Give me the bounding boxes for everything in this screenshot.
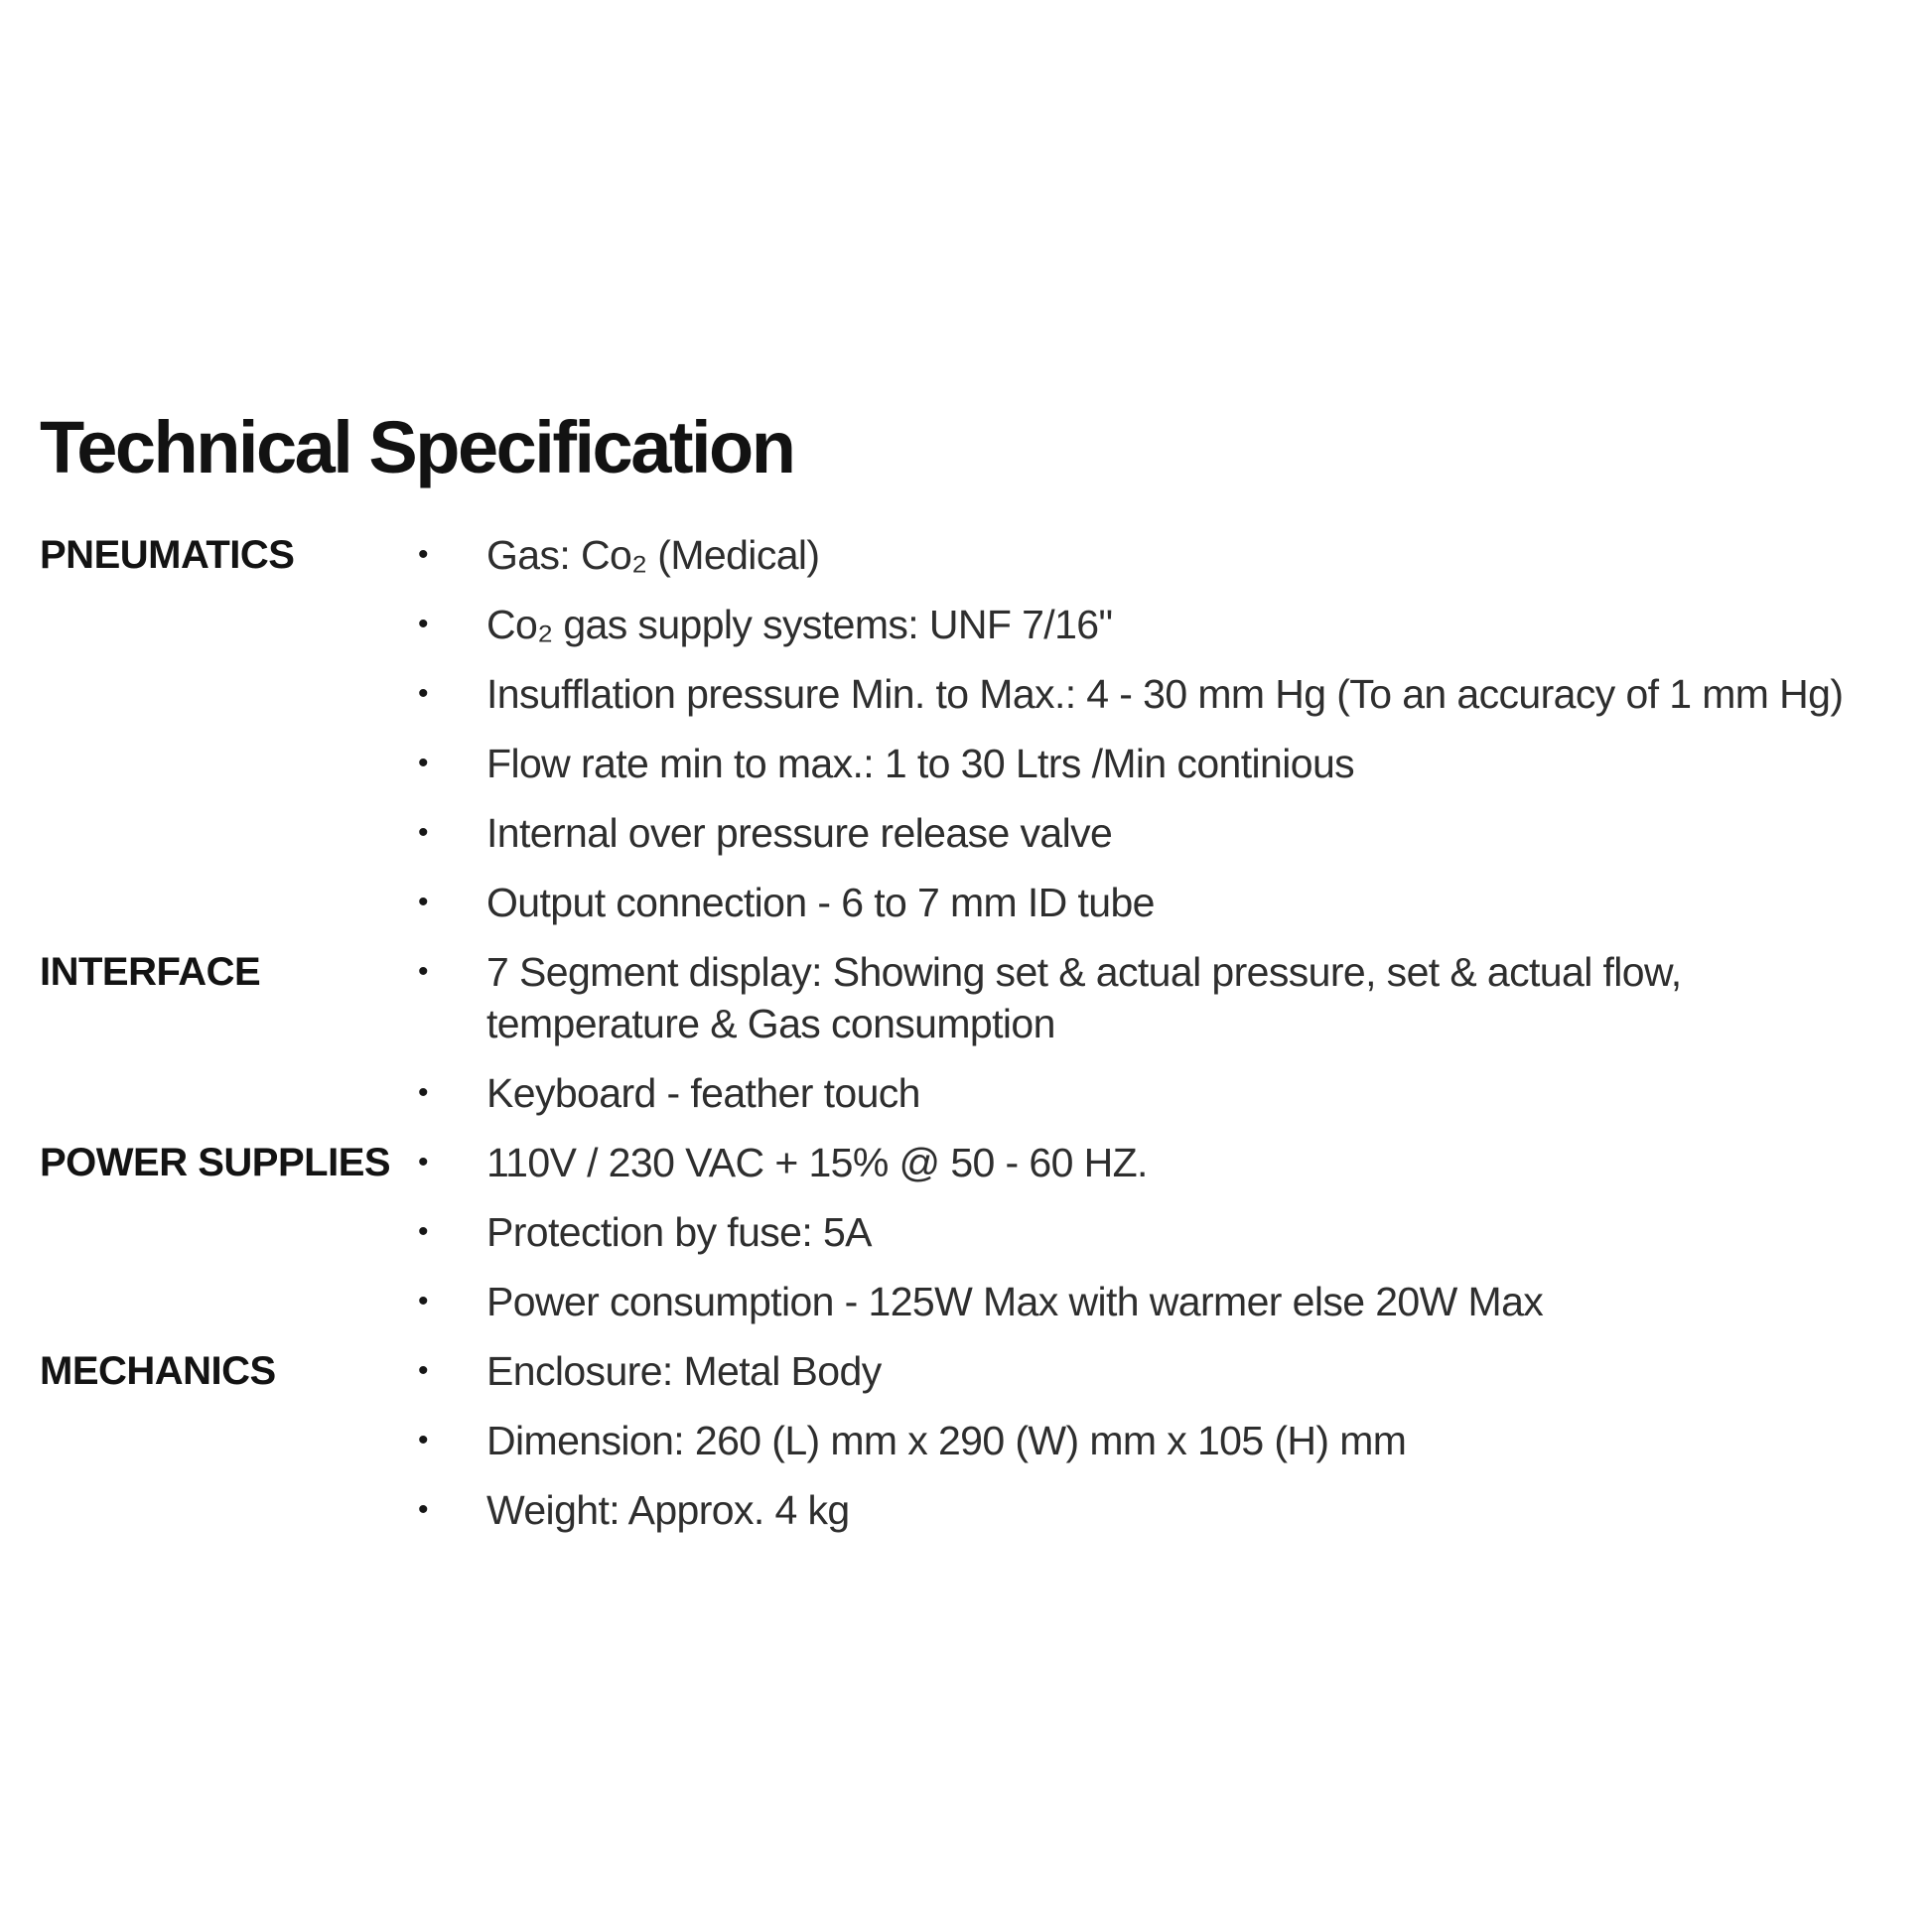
bullet-icon: • [418,608,428,640]
item-text: Output connection - 6 to 7 mm ID tube [486,880,1155,925]
bullet-icon: • [418,538,428,571]
item-text: Gas: Co₂ (Medical) [486,532,820,578]
list-item [367,1345,1894,1397]
spec-table [40,529,1894,1554]
item-text: 110V / 230 VAC + 15% @ 50 - 60 HZ. [486,1140,1148,1185]
list-item [367,1276,1894,1327]
item-text: Weight: Approx. 4 kg [486,1487,850,1533]
section-label: POWER SUPPLIES [40,1141,391,1184]
bullet-icon: • [418,886,428,918]
list-item [367,1484,1894,1536]
list-item [367,1415,1894,1466]
item-text: Protection by fuse: 5A [486,1209,872,1255]
spec-section [40,529,1894,946]
bullet-icon: • [418,955,428,988]
list-item [367,1067,1894,1119]
bullet-icon: • [418,1076,428,1109]
list-item [367,1206,1894,1258]
bullet-list [367,1137,1894,1345]
bullet-icon: • [418,1354,428,1387]
section-label: PNEUMATICS [40,533,295,577]
item-text: Power consumption - 125W Max with warmer else 20W Max [486,1279,1544,1324]
bullet-icon: • [418,1215,428,1248]
bullet-list [367,529,1894,946]
bullet-icon: • [418,1493,428,1526]
section-label: MECHANICS [40,1349,276,1393]
list-item [367,668,1894,720]
list-item [367,877,1894,928]
bullet-list [367,1345,1894,1554]
bullet-icon: • [418,816,428,849]
item-text: 7 Segment display: Showing set & actual pressure, set & actual flow, temperature & Gas consumption [486,949,1682,1046]
section-label: INTERFACE [40,950,261,994]
item-text: Enclosure: Metal Body [486,1348,882,1394]
list-item [367,1137,1894,1188]
bullet-icon: • [418,1424,428,1456]
item-text: Flow rate min to max.: 1 to 30 Ltrs /Min continious [486,741,1355,786]
bullet-icon: • [418,747,428,779]
bullet-icon: • [418,1285,428,1317]
list-item [367,599,1894,650]
spec-section [40,1345,1894,1554]
spec-section [40,946,1894,1137]
item-text: Internal over pressure release valve [486,810,1113,856]
bullet-icon: • [418,677,428,710]
item-text: Co₂ gas supply systems: UNF 7/16" [486,602,1113,647]
list-item [367,529,1894,581]
bullet-icon: • [418,1146,428,1178]
list-item [367,738,1894,789]
list-item [367,807,1894,859]
bullet-list [367,946,1894,1137]
list-item [367,946,1894,1049]
item-text: Insufflation pressure Min. to Max.: 4 - 30 mm Hg (To an accuracy of 1 mm Hg) [486,671,1844,717]
item-text: Keyboard - feather touch [486,1070,920,1116]
spec-section [40,1137,1894,1345]
page-title: Technical Specification [40,406,794,488]
item-text: Dimension: 260 (L) mm x 290 (W) mm x 105 (H) mm [486,1418,1407,1463]
